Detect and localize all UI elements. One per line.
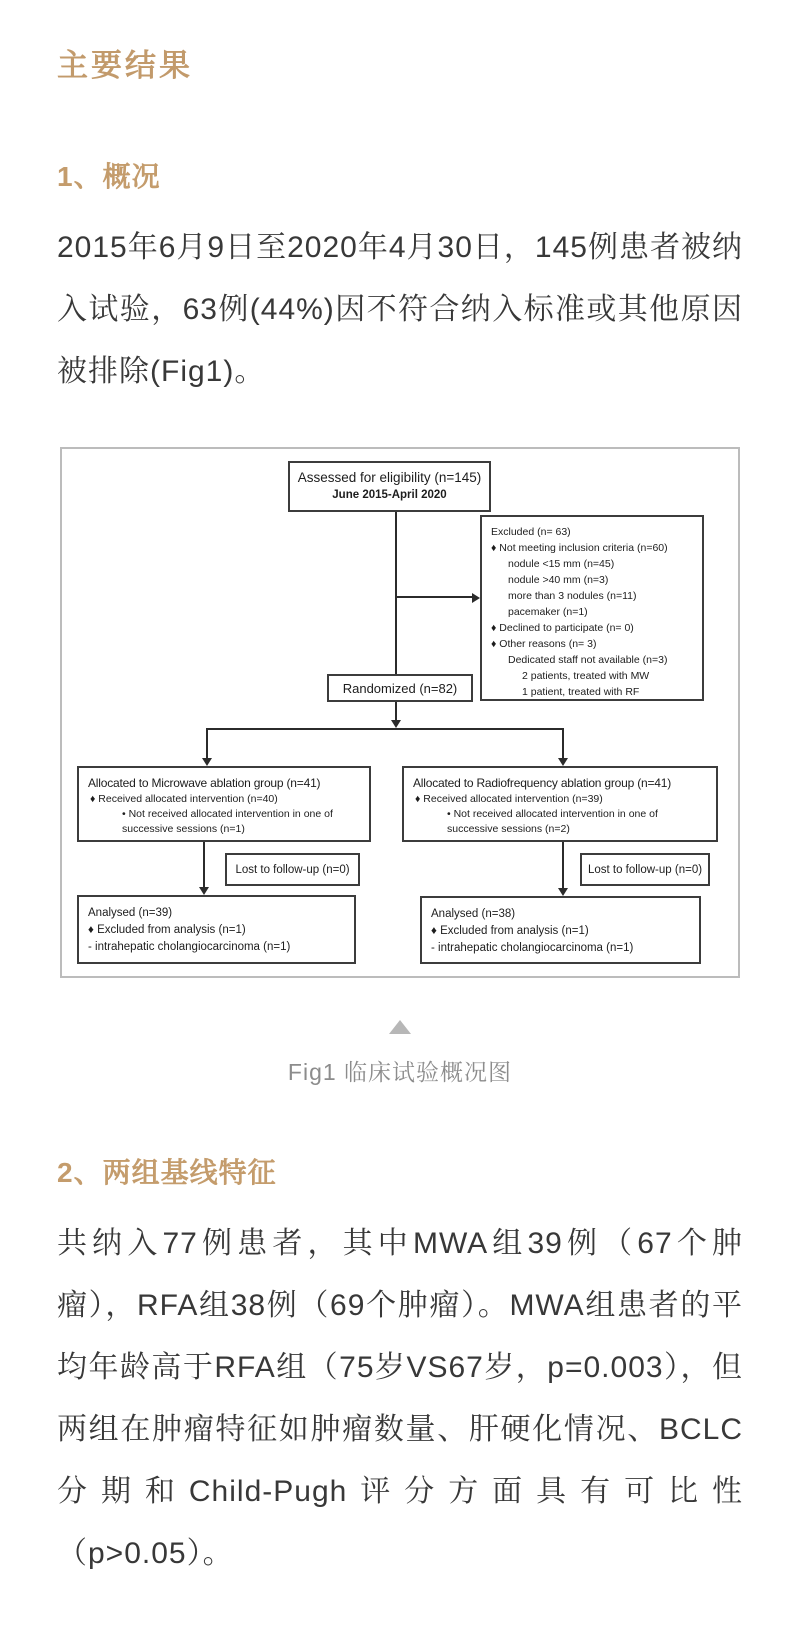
randomized-box	[327, 674, 473, 702]
connector-line	[203, 842, 205, 888]
mwa-line: • Not received allocated intervention in one of successive sessions (n=1)	[122, 808, 333, 835]
excluded-line: ♦ Not meeting inclusion criteria (n=60)	[491, 542, 668, 554]
page-title: 主要结果	[57, 48, 193, 83]
rfa-line: • Not received allocated intervention in one of successive sessions (n=2)	[447, 808, 658, 835]
rfa-title: Allocated to Radiofrequency ablation group (n=41)	[413, 776, 672, 790]
analysed-right-line: - intrahepatic cholangiocarcinoma (n=1)	[431, 942, 634, 954]
arrowhead-down-icon	[391, 720, 401, 728]
lost-followup-right-label: Lost to follow-up (n=0)	[587, 863, 703, 876]
excluded-line: nodule >40 mm (n=3)	[508, 574, 609, 586]
assessed-dates: June 2015-April 2020	[332, 489, 447, 501]
randomized-title: Randomized (n=82)	[342, 680, 458, 696]
connector-line	[562, 728, 564, 759]
section-2-heading: 2、两组基线特征	[57, 1157, 277, 1188]
analysed-right-title: Analysed (n=38)	[431, 908, 516, 920]
excluded-box	[480, 515, 704, 701]
section-1-paragraph: 2015年6月9日至2020年4月30日，145例患者被纳入试验，63例(44%)因不符合纳入标准或其他原因被排除(Fig1)。	[57, 231, 743, 388]
excluded-line: more than 3 nodules (n=11)	[508, 590, 637, 602]
lost-followup-right-box	[580, 853, 710, 886]
excluded-line: nodule <15 mm (n=45)	[508, 558, 615, 570]
section-2-paragraph: 共纳入77例患者，其中MWA组39例（67个肿瘤），RFA组38例（69个肿瘤）。MWA组患者的平均年龄高于RFA组（75岁VS67岁，p=0.003），但两组在肿瘤特征如肿瘤数量、肝硬化情况、BCLC分期和Child-Pugh评分方面具有可比性（p>0.05）。	[57, 1227, 743, 1570]
assessed-box	[288, 461, 491, 512]
collapse-triangle-icon[interactable]	[389, 1020, 411, 1034]
connector-line	[395, 512, 397, 674]
rfa-line: ♦ Received allocated intervention (n=39)	[415, 793, 603, 805]
arrowhead-down-icon	[558, 888, 568, 896]
excluded-line: ♦ Declined to participate (n= 0)	[491, 622, 634, 634]
connector-line	[395, 702, 397, 722]
excluded-line: Dedicated staff not available (n=3)	[508, 654, 668, 666]
connector-line	[562, 842, 564, 889]
mwa-allocation-box	[77, 766, 371, 842]
section-1-heading: 1、概况	[57, 161, 161, 192]
mwa-line: ♦ Received allocated intervention (n=40)	[90, 793, 278, 805]
excluded-line: ♦ Other reasons (n= 3)	[491, 638, 597, 650]
excluded-line: 1 patient, treated with RF	[522, 686, 640, 698]
connector-line	[206, 728, 208, 759]
assessed-title: Assessed for eligibility (n=145)	[297, 470, 482, 485]
lost-followup-left-label: Lost to follow-up (n=0)	[235, 863, 350, 876]
analysed-left-line: - intrahepatic cholangiocarcinoma (n=1)	[88, 941, 291, 953]
lost-followup-left-box	[225, 853, 360, 886]
mwa-title: Allocated to Microwave ablation group (n=41)	[88, 776, 321, 790]
figure-caption: Fig1 临床试验概况图	[287, 1059, 513, 1085]
excluded-line: pacemaker (n=1)	[508, 606, 588, 618]
analysed-left-title: Analysed (n=39)	[88, 907, 173, 919]
analysed-right-line: ♦ Excluded from analysis (n=1)	[431, 925, 589, 937]
analysed-right-box	[420, 896, 701, 964]
arrowhead-down-icon	[558, 758, 568, 766]
arrowhead-down-icon	[199, 887, 209, 895]
analysed-left-line: ♦ Excluded from analysis (n=1)	[88, 924, 246, 936]
excluded-line: Excluded (n= 63)	[491, 526, 571, 538]
arrowhead-right-icon	[472, 593, 480, 603]
excluded-line: 2 patients, treated with MW	[522, 670, 650, 682]
connector-line	[207, 728, 564, 730]
analysed-left-box	[77, 895, 356, 964]
connector-line	[396, 596, 472, 598]
consort-flow-diagram	[60, 447, 740, 978]
arrowhead-down-icon	[202, 758, 212, 766]
rfa-allocation-box	[402, 766, 718, 842]
